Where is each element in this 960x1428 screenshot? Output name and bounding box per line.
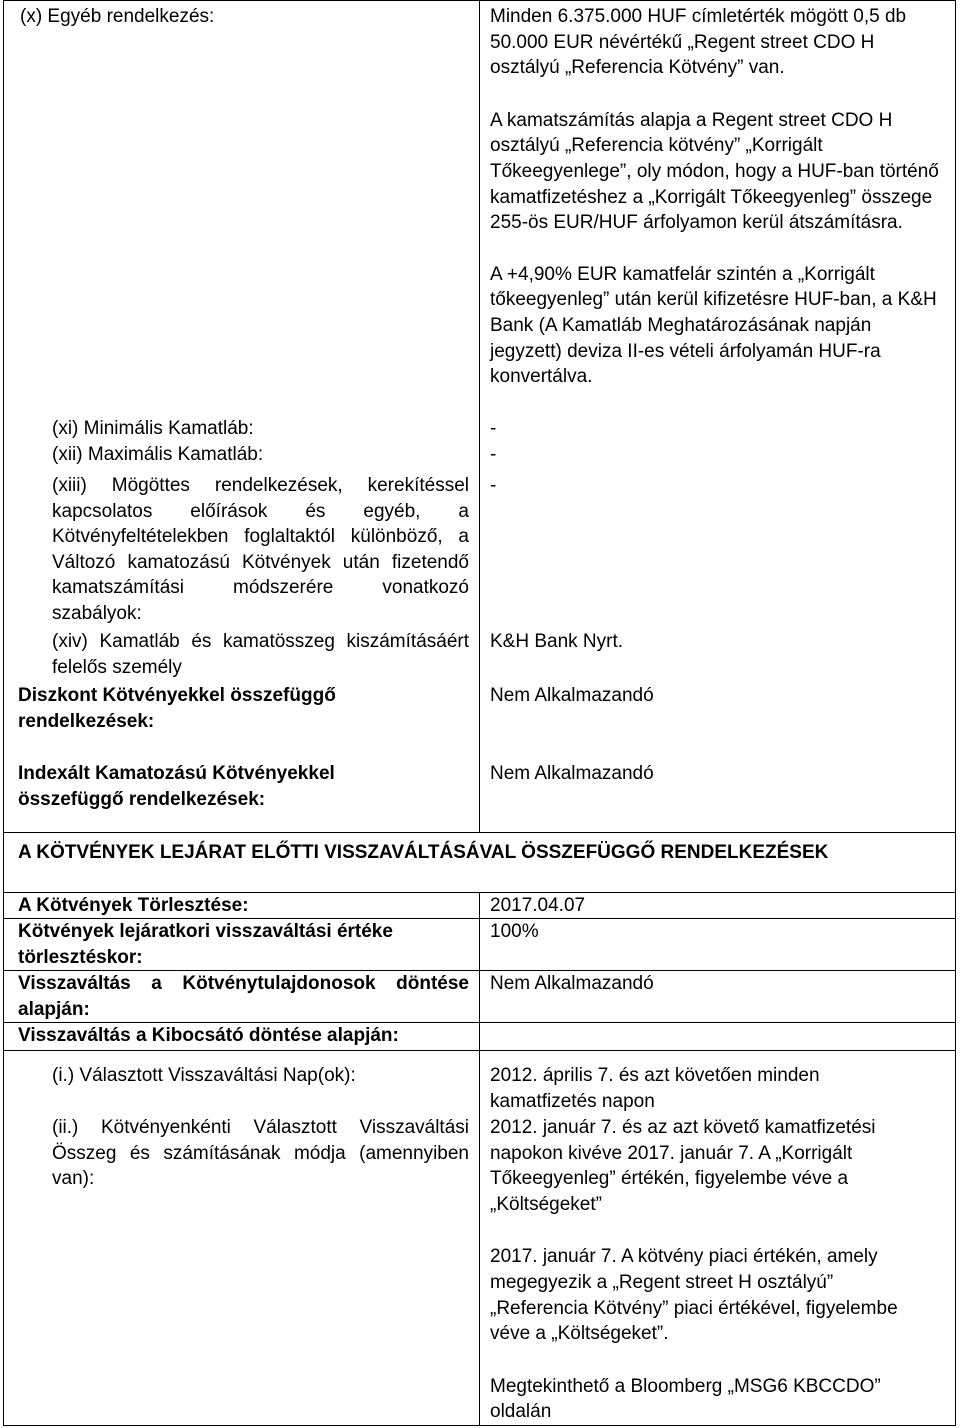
row-label-valasztott-nap: (i.) Választott Visszaváltási Nap(ok): (52, 1065, 356, 1086)
row-value-kotvenytulajdonosok: Nem Alkalmazandó (490, 973, 654, 994)
section-heading: A KÖTVÉNYEK LEJÁRAT ELŐTTI VISSZAVÁLTÁSÁVAL ÖSSZEFÜGGŐ RENDELKEZÉSEK (18, 842, 829, 863)
value-paragraph: A +4,90% EUR kamatfelár szintén a „Korrigált tőkeegyenleg” után kerül kifizetésre HUF-ban, a K&H Bank (A Kamatláb Meghatározásának napján jegyzett) deviza II-es vételi árfolyamán HUF-ra konvertálva. (490, 263, 937, 388)
row-label-diszkont: Diszkont Kötvényekkel összefüggő rendelkezések: (18, 685, 336, 732)
row-label-egyeb (20, 4, 472, 30)
row-value-egyeb (490, 4, 945, 390)
row-label-minimalis-kamatlab: (xi) Minimális Kamatláb: (52, 418, 254, 439)
row-value-indexalt: Nem Alkalmazandó (490, 763, 654, 784)
row-value-mogottes: - (490, 475, 497, 496)
column-divider-upper (479, 0, 480, 832)
row-value-diszkont: Nem Alkalmazandó (490, 685, 654, 706)
row-label-kibocsato: Visszaváltás a Kibocsátó döntése alapján: (18, 1025, 399, 1046)
row-label-valasztott-osszeg: (ii.) Kötvényenkénti Választott Visszaváltási Összeg és számításának módja (amennyiben van): (52, 1117, 469, 1190)
row-value-lejaratkori: 100% (490, 921, 539, 942)
row-label-lejaratkori: Kötvények lejáratkori visszaváltási értéke törlesztéskor: (18, 921, 393, 968)
row-label-torlesztes: A Kötvények Törlesztése: (18, 895, 249, 916)
row-value-kamatlab-felelos: K&H Bank Nyrt. (490, 631, 624, 652)
row-value-maximalis-kamatlab: - (490, 444, 497, 465)
section-heading-rule (3, 832, 956, 833)
row-value-valasztott-nap: 2012. április 7. és azt követően minden kamatfizetés napon (490, 1065, 820, 1112)
row-label-maximalis-kamatlab: (xii) Maximális Kamatláb: (52, 444, 264, 465)
row-value-valasztott-osszeg (490, 1115, 950, 1425)
column-divider-lower (479, 892, 480, 1426)
row-label-indexalt: Indexált Kamatozású Kötvényekkel összefüggő rendelkezések: (18, 763, 335, 810)
value-paragraph: 2012. január 7. és az azt követő kamatfizetési napokon kivéve 2017. január 7. A „Korrigált Tőkeegyenleg” értékén, figyelembe véve a „Költségeket” (490, 1117, 876, 1215)
row-label-mogottes: (xiii) Mögöttes rendelkezések, kerekítéssel kapcsolatos előírások és egyéb, a Kötvényfeltételekben foglaltaktól különböző, a Változó kamatozású Kötvények után fizetendő kamatszámítási módszerére vonatkozó szabályok: (52, 475, 469, 624)
value-paragraph: 2017. január 7. A kötvény piaci értékén, amely megegyezik a „Regent street H osztályú” „Referencia Kötvény” piaci értékével, figyelembe véve a „Költségeket”. (490, 1246, 898, 1345)
value-paragraph: Megtekinthető a Bloomberg „MSG6 KBCCDO” oldalán (490, 1375, 881, 1423)
row-value-minimalis-kamatlab: - (490, 418, 497, 439)
value-paragraph: A kamatszámítás alapja a Regent street CDO H osztályú „Referencia kötvény” „Korrigált Tőkeegyenlege”, oly módon, hogy a HUF-ban történő kamatfizetéshez a „Korrigált Tőkeegyenleg” összege 255-ös EUR/HUF árfolyamon kerül átszámításra. (490, 109, 939, 234)
row-value-torlesztes: 2017.04.07 (490, 895, 586, 916)
value-paragraph: Minden 6.375.000 HUF címletérték mögött 0,5 db 50.000 EUR névértékű „Regent street CDO H osztályú „Referencia Kötvény” van. (490, 6, 907, 79)
row-label-kotvenytulajdonosok: Visszaváltás a Kötvénytulajdonosok döntése alapján: (18, 973, 469, 1020)
label-text: (x) Egyéb rendelkezés: (20, 6, 215, 27)
row-label-kamatlab-felelos: (xiv) Kamatláb és kamatösszeg kiszámításáért felelős személy (52, 631, 469, 678)
